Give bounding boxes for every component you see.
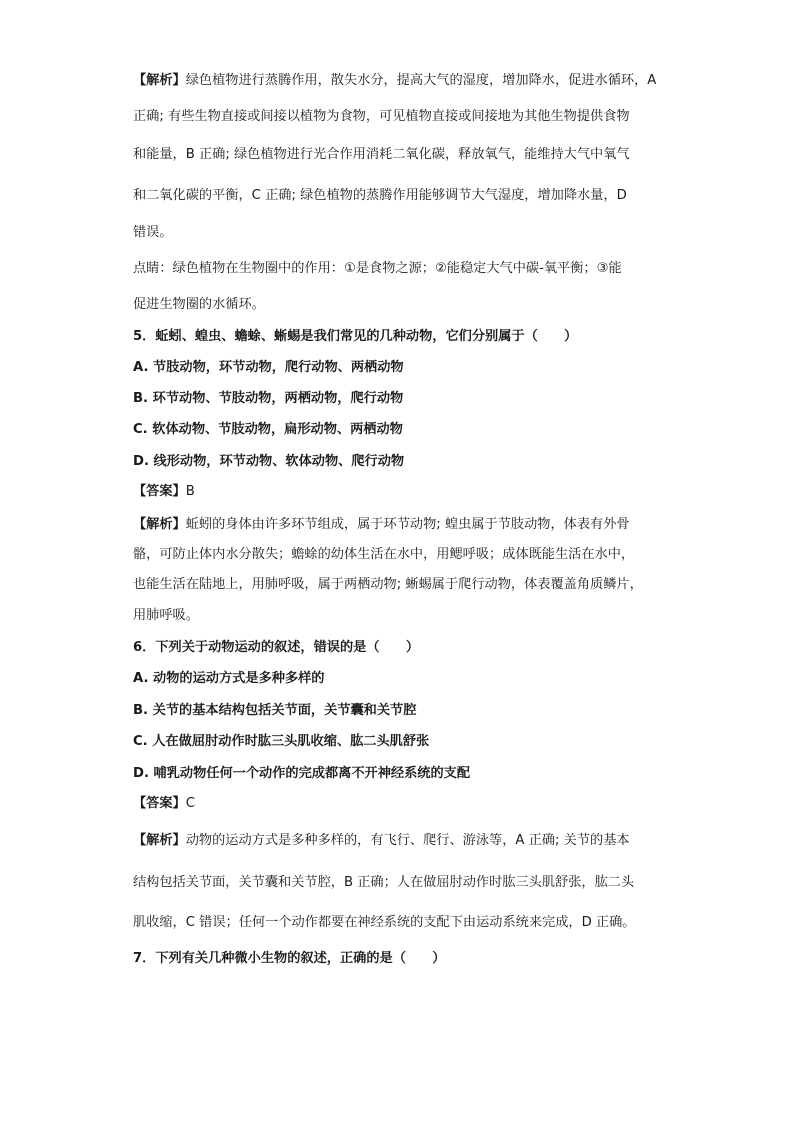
q5-analysis-line-1: 【解析】蚯蚓的身体由许多环节组成，属于环节动物; 蝗虫属于节肢动物，体表有外骨 [133,517,630,532]
q4-analysis-line-5: 错误。 [133,225,173,240]
q4-note-line-1: 点睛：绿色植物在生物圈中的作用：①是食物之源；②能稳定大气中碳-氧平衡；③能 [133,261,622,276]
q6-option-c: C. 人在做屈肘动作时肱三头肌收缩、肱二头肌舒张 [133,734,430,749]
q5-analysis-line-2: 骼，可防止体内水分散失；蟾蜍的幼体生活在水中，用鳃呼吸；成体既能生活在水中， [133,547,635,562]
q4-note-line-2: 促进生物圈的水循环。 [133,297,265,312]
q5-option-a: A. 节肢动物，环节动物，爬行动物、两栖动物 [133,360,404,375]
q6-answer-label: 【答案】 [133,796,186,811]
q4-analysis-line-4: 和二氧化碳的平衡，C 正确; 绿色植物的蒸腾作用能够调节大气湿度，增加降水量，D [133,188,627,203]
q6-analysis-line-3: 肌收缩，C 错误；任何一个动作都要在神经系统的支配下由运动系统来完成，D 正确。 [133,915,636,930]
q6-question: 6．下列关于动物运动的叙述，错误的是（ ） [133,640,420,655]
q6-analysis-line-1: 【解析】动物的运动方式是多种多样的，有飞行、爬行、游泳等，A 正确; 关节的基本 [133,833,630,848]
q5-analysis-label: 【解析】 [133,517,186,532]
q4-analysis-line-3: 和能量，B 正确; 绿色植物进行光合作用消耗二氧化碳，释放氧气，能维持大气中氧气 [133,147,630,162]
q6-option-a: A. 动物的运动方式是多种多样的 [133,671,325,686]
q5-question: 5．蚯蚓、蝗虫、蟾蜍、蜥蜴是我们常见的几种动物，它们分别属于（ ） [133,329,578,344]
q5-analysis-line-4: 用肺呼吸。 [133,608,199,623]
q6-analysis-line-2: 结构包括关节面，关节囊和关节腔，B 正确；人在做屈肘动作时肱三头肌舒张，肱二头 [133,875,635,890]
q6-option-b: B. 关节的基本结构包括关节面，关节囊和关节腔 [133,703,417,718]
q4-analysis-line-1: 【解析】绿色植物进行蒸腾作用，散失水分，提高大气的湿度，增加降水，促进水循环，A [133,73,657,88]
q5-option-c: C. 软体动物、节肢动物，扁形动物、两栖动物 [133,422,403,437]
q6-option-d: D. 哺乳动物任何一个动作的完成都离不开神经系统的支配 [133,766,471,781]
q6-answer-value: C [185,796,195,811]
q7-question: 7．下列有关几种微小生物的叙述，正确的是（ ） [133,951,446,966]
q5-option-d: D. 线形动物，环节动物、软体动物、爬行动物 [133,454,405,469]
q6-answer [133,795,673,813]
q5-analysis-line-3: 也能生活在陆地上，用肺呼吸，属于两栖动物; 蜥蜴属于爬行动物，体表覆盖角质鳞片， [133,577,643,592]
q6-analysis-label: 【解析】 [133,833,186,848]
q5-answer-value: B [185,484,195,499]
q5-answer-label: 【答案】 [133,484,186,499]
q5-answer [133,483,673,501]
q4-analysis-label: 【解析】 [133,73,186,88]
q5-option-b: B. 环节动物、节肢动物，两栖动物，爬行动物 [133,391,404,406]
q4-analysis-line-2: 正确; 有些生物直接或间接以植物为食物，可见植物直接或间接地为其他生物提供食物 [133,109,630,124]
